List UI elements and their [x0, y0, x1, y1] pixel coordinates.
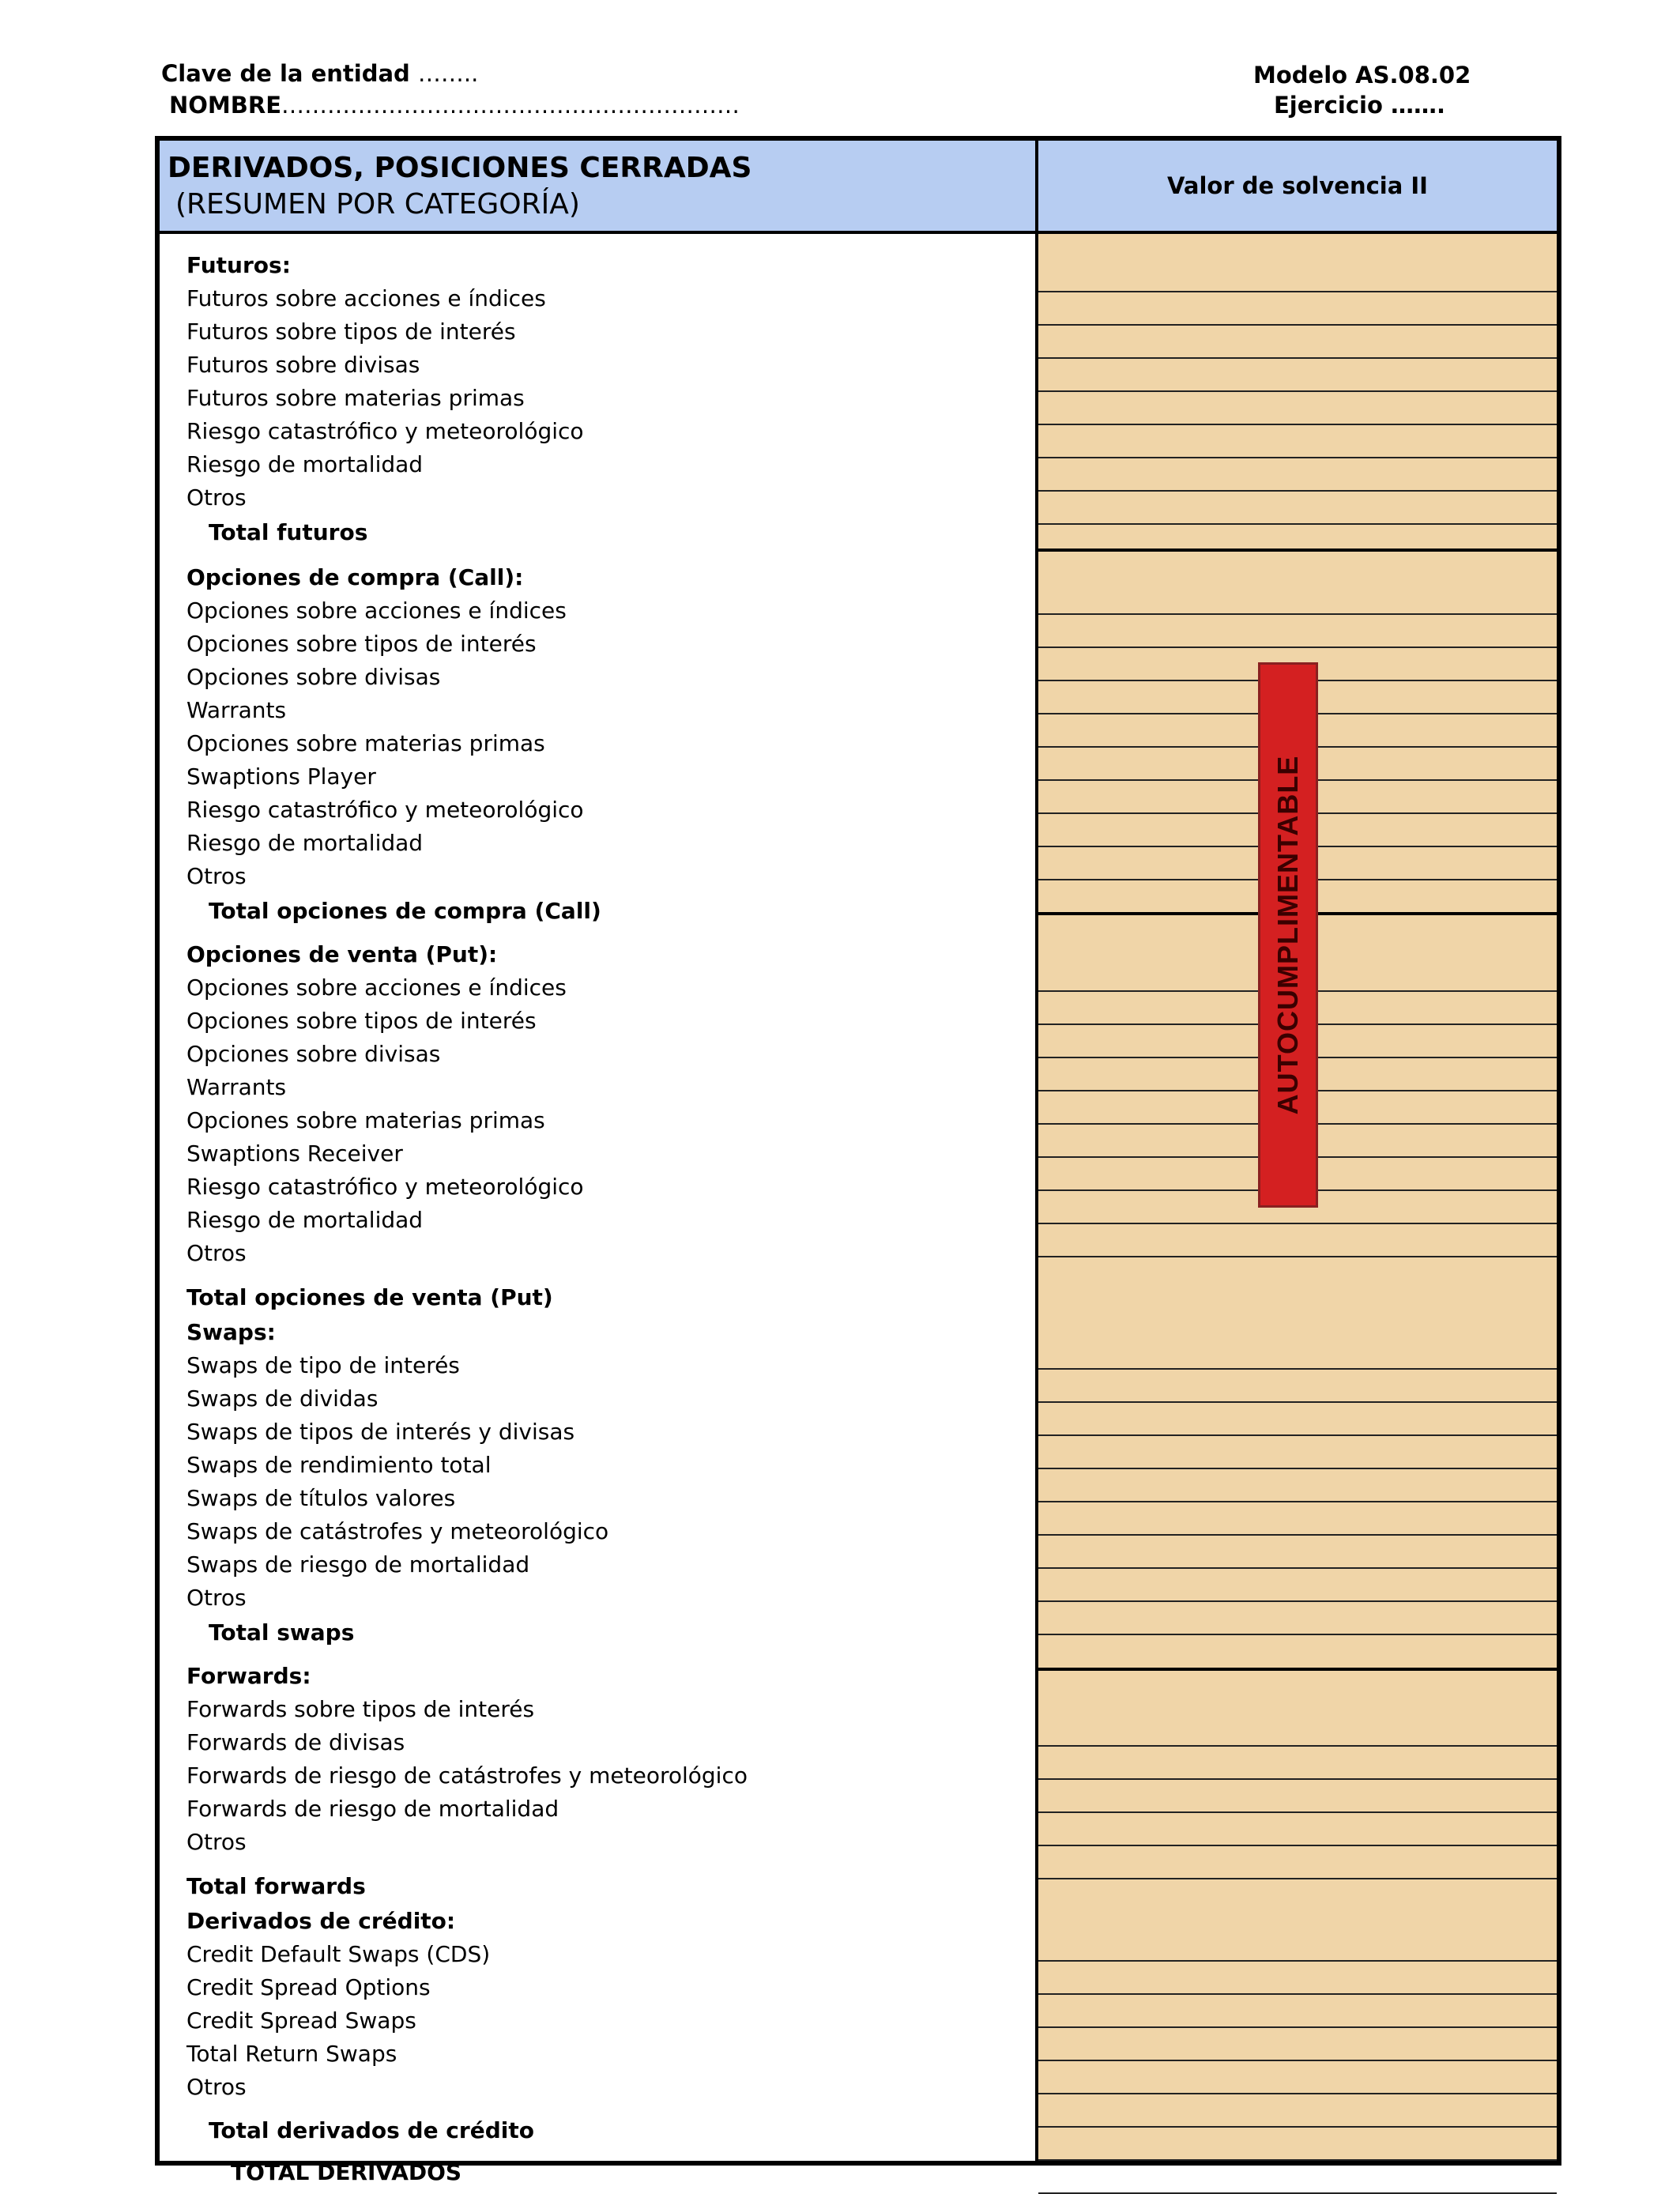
row-label: Derivados de crédito:: [186, 1908, 456, 1934]
row-divider: [1038, 1745, 1557, 1747]
row-label: Swaptions Player: [186, 763, 376, 790]
row-divider: [1038, 357, 1557, 359]
row-divider: [1038, 1501, 1557, 1502]
row-divider: [1038, 1634, 1557, 1635]
row-label: Otros: [186, 484, 247, 511]
row-divider: [1038, 1600, 1557, 1602]
row-label: Opciones sobre divisas: [186, 1041, 441, 1067]
row-divider: [1038, 1434, 1557, 1436]
row-label: Opciones de venta (Put):: [186, 941, 498, 967]
row-label: Credit Spread Options: [186, 1974, 431, 2000]
row-label: Credit Spread Swaps: [186, 2007, 416, 2034]
row-label: Opciones sobre acciones e índices: [186, 598, 567, 624]
row-label: Swaps de títulos valores: [186, 1485, 456, 1511]
table-title-cell: [160, 141, 1038, 234]
row-divider: [1038, 1811, 1557, 1813]
row-divider: [1038, 1878, 1557, 1879]
row-labels-column: [160, 234, 1038, 2185]
row-label: Credit Default Swaps (CDS): [186, 1941, 491, 1967]
row-label: Swaptions Receiver: [186, 1140, 403, 1167]
row-label: Total derivados de crédito: [209, 2117, 534, 2143]
row-divider: [1038, 291, 1557, 292]
autocumplimentable-stamp: [1258, 662, 1318, 1208]
row-label: Swaps de tipo de interés: [186, 1352, 460, 1378]
row-label: Opciones sobre tipos de interés: [186, 631, 537, 657]
row-label: Futuros:: [186, 252, 291, 278]
section-divider: [1038, 548, 1557, 552]
row-divider: [1038, 613, 1557, 615]
row-divider: [1038, 2159, 1557, 2161]
row-label: Futuros sobre acciones e índices: [186, 285, 546, 311]
row-label: Riesgo de mortalidad: [186, 451, 424, 477]
row-divider: [1038, 1368, 1557, 1370]
row-label: TOTAL DERIVADOS: [231, 2159, 462, 2185]
row-label: Futuros sobre materias primas: [186, 385, 525, 411]
row-divider: [1038, 1468, 1557, 1469]
row-divider: [1038, 1401, 1557, 1403]
row-label: Opciones sobre acciones e índices: [186, 974, 567, 1001]
row-label: Riesgo catastrófico y meteorológico: [186, 1174, 584, 1200]
row-divider: [1038, 1256, 1557, 1257]
table-title: DERIVADOS, POSICIONES CERRADAS: [168, 152, 752, 184]
entity-name-label: [169, 92, 740, 119]
row-divider: [1038, 1223, 1557, 1224]
row-divider: [1038, 2026, 1557, 2028]
row-label: Swaps de dividas: [186, 1385, 379, 1412]
row-label: Opciones sobre materias primas: [186, 730, 545, 756]
row-label: Opciones de compra (Call):: [186, 564, 524, 590]
row-label: Forwards de riesgo de catástrofes y meteorológico: [186, 1762, 748, 1789]
row-label: Total Return Swaps: [186, 2041, 397, 2067]
row-label: Warrants: [186, 1074, 287, 1100]
row-divider: [1038, 457, 1557, 458]
row-label: Riesgo de mortalidad: [186, 1207, 424, 1233]
row-divider: [1038, 2060, 1557, 2061]
entity-key-dots: ……..: [417, 60, 479, 87]
row-label: Swaps de catástrofes y meteorológico: [186, 1518, 609, 1544]
row-divider: [1038, 1993, 1557, 1995]
entity-name-text: NOMBRE: [169, 92, 282, 119]
row-label: Otros: [186, 1829, 247, 1855]
row-label: Swaps de rendimiento total: [186, 1452, 492, 1478]
row-label: Otros: [186, 863, 247, 889]
row-label: Riesgo catastrófico y meteorológico: [186, 797, 584, 823]
stamp-text: AUTOCUMPLIMENTABLE: [1271, 755, 1304, 1115]
fiscal-year: Ejercicio …….: [1274, 92, 1446, 119]
row-label: Total futuros: [209, 519, 368, 545]
row-label: Opciones sobre materias primas: [186, 1107, 545, 1133]
row-divider: [1038, 390, 1557, 392]
row-label: Opciones sobre tipos de interés: [186, 1008, 537, 1034]
section-divider: [1038, 1668, 1557, 1671]
row-label: Swaps de tipos de interés y divisas: [186, 1419, 575, 1445]
row-label: Opciones sobre divisas: [186, 664, 441, 690]
row-divider: [1038, 1960, 1557, 1962]
derivatives-table: [155, 136, 1561, 2185]
row-divider: [1038, 1567, 1557, 1569]
row-label: Forwards:: [186, 1663, 311, 1689]
row-label: Otros: [186, 2074, 247, 2100]
entity-name-dots: ……………………………………………………: [281, 92, 740, 119]
row-divider: [1038, 424, 1557, 425]
row-label: Total forwards: [186, 1873, 366, 1899]
row-label: Swaps:: [186, 1319, 276, 1345]
row-label: Swaps de riesgo de mortalidad: [186, 1551, 530, 1578]
table-subtitle: (RESUMEN POR CATEGORÍA): [175, 188, 580, 221]
row-label: Futuros sobre divisas: [186, 352, 420, 378]
row-divider: [1038, 2093, 1557, 2094]
entity-key-label: [161, 60, 478, 87]
row-label: Forwards sobre tipos de interés: [186, 1696, 535, 1722]
row-divider: [1038, 1845, 1557, 1846]
row-divider: [1038, 2126, 1557, 2128]
row-divider: [1038, 1534, 1557, 1536]
row-label: Riesgo catastrófico y meteorológico: [186, 418, 584, 444]
row-label: Otros: [186, 1240, 247, 1266]
row-divider: [1038, 490, 1557, 492]
row-label: Warrants: [186, 697, 287, 723]
value-column-header: Valor de solvencia II: [1038, 141, 1557, 234]
model-code: Modelo AS.08.02: [1253, 62, 1471, 89]
row-label: Futuros sobre tipos de interés: [186, 319, 516, 345]
row-label: Total opciones de compra (Call): [209, 898, 601, 924]
row-label: Total swaps: [209, 1619, 355, 1646]
row-divider: [1038, 647, 1557, 648]
row-label: Forwards de riesgo de mortalidad: [186, 1796, 559, 1822]
row-label: Riesgo de mortalidad: [186, 830, 424, 856]
row-divider: [1038, 523, 1557, 525]
row-divider: [1038, 1778, 1557, 1780]
row-divider: [1038, 324, 1557, 326]
entity-key-text: Clave de la entidad: [161, 60, 410, 87]
row-label: Total opciones de venta (Put): [186, 1284, 553, 1310]
row-label: Otros: [186, 1585, 247, 1611]
row-label: Forwards de divisas: [186, 1729, 405, 1755]
